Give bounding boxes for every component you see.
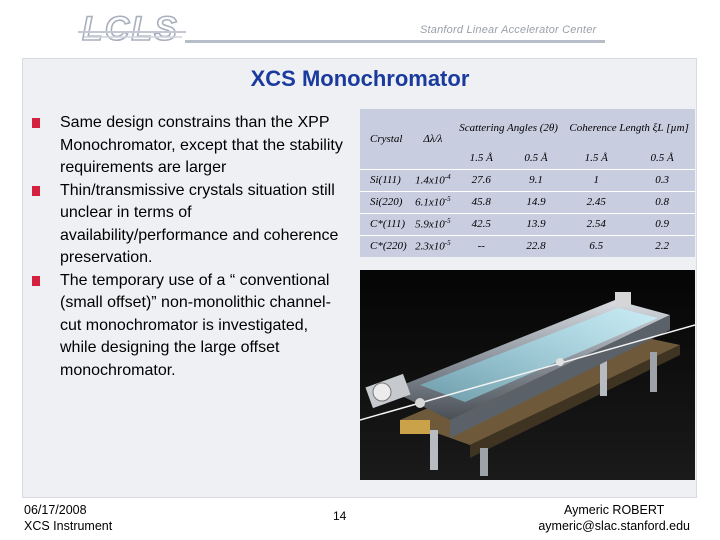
cell-coherence-0-5: 0.8: [629, 191, 695, 213]
subheader-wavelength: 0.5 Å: [524, 151, 548, 164]
cell-crystal: Si(111): [360, 169, 412, 191]
bullet-square-icon: [32, 118, 40, 128]
table-row: [360, 235, 695, 257]
subheader-wavelength: 1.5 Å: [584, 151, 608, 164]
cell-angle-0-5: 13.9: [509, 213, 564, 235]
bullet-square-icon: [32, 186, 40, 196]
bullet-list: [32, 112, 347, 382]
bullet-item: [32, 180, 347, 270]
header-crystal: Crystal: [370, 132, 403, 145]
cell-angle-1-5: --: [454, 235, 509, 257]
cell-crystal: C*(220): [360, 235, 412, 257]
slide-title: XCS Monochromator: [250, 66, 470, 91]
bullet-text: Thin/transmissive crystals situation still unclear in terms of availability/performance and coherence preservation.: [60, 181, 339, 266]
header-scattering-angles: Scattering Angles (2θ): [459, 122, 558, 134]
footer-author: Aymeric ROBERT: [564, 503, 665, 517]
cell-coherence-1-5: 6.5: [563, 235, 629, 257]
header-bandwidth: Δλ/λ: [423, 132, 443, 145]
cell-bandwidth: $2.3x10^{-5}$: [412, 235, 454, 257]
footer-email: aymeric@slac.stanford.edu: [538, 519, 690, 533]
footer-right: [538, 502, 690, 534]
cell-angle-1-5: 45.8: [454, 191, 509, 213]
cell-angle-1-5: 27.6: [454, 169, 509, 191]
header-coherence-length: Coherence Length ξL [µm]: [569, 122, 689, 134]
table-row: [360, 191, 695, 213]
cell-bandwidth: $5.9x10^{-5}$: [412, 213, 454, 235]
cell-bandwidth: $6.1x10^{-5}$: [412, 191, 454, 213]
cell-coherence-1-5: 1: [563, 169, 629, 191]
cell-coherence-0-5: 0.3: [629, 169, 695, 191]
footer-event: XCS Instrument: [24, 519, 113, 533]
organization-name: Stanford Linear Accelerator Center: [420, 24, 597, 36]
cell-angle-0-5: 22.8: [509, 235, 564, 257]
cell-crystal: C*(111): [360, 213, 412, 235]
crystal-properties-table: [360, 109, 695, 257]
cell-coherence-1-5: 2.45: [563, 191, 629, 213]
bullet-text: The temporary use of a “ conventional (small offset)” non-monolithic channel-cut monochromator is investigated, while designing the large offset monochromator.: [60, 271, 331, 379]
table-row: [360, 169, 695, 191]
bullet-item: [32, 270, 347, 383]
bullet-text: Same design constrains than the XPP Monochromator, except that the stability requirements are larger: [60, 114, 343, 176]
lcls-logo-graphic: [78, 10, 188, 52]
subheader-wavelength: 0.5 Å: [650, 151, 674, 164]
cell-coherence-0-5: 2.2: [629, 235, 695, 257]
bullet-square-icon: [32, 276, 40, 286]
logo-lettering: LCLS: [82, 10, 179, 48]
monochromator-illustration: [360, 270, 695, 480]
subheader-wavelength: 1.5 Å: [469, 151, 493, 164]
monochromator-render-image: [360, 270, 695, 480]
cell-angle-0-5: 9.1: [509, 169, 564, 191]
cell-crystal: Si(220): [360, 191, 412, 213]
lcls-logo: [78, 10, 188, 52]
footer-date: 06/17/2008: [24, 503, 87, 517]
cell-coherence-0-5: 0.9: [629, 213, 695, 235]
slide-header: [0, 0, 720, 58]
cell-bandwidth: $1.4x10^{-4}$: [412, 169, 454, 191]
cell-coherence-1-5: 2.54: [563, 213, 629, 235]
footer-left: [24, 502, 112, 534]
header-rule: [185, 40, 605, 43]
page-number: 14: [333, 509, 347, 523]
bullet-item: [32, 112, 347, 180]
cell-angle-1-5: 42.5: [454, 213, 509, 235]
cell-angle-0-5: 14.9: [509, 191, 564, 213]
table-row: [360, 213, 695, 235]
